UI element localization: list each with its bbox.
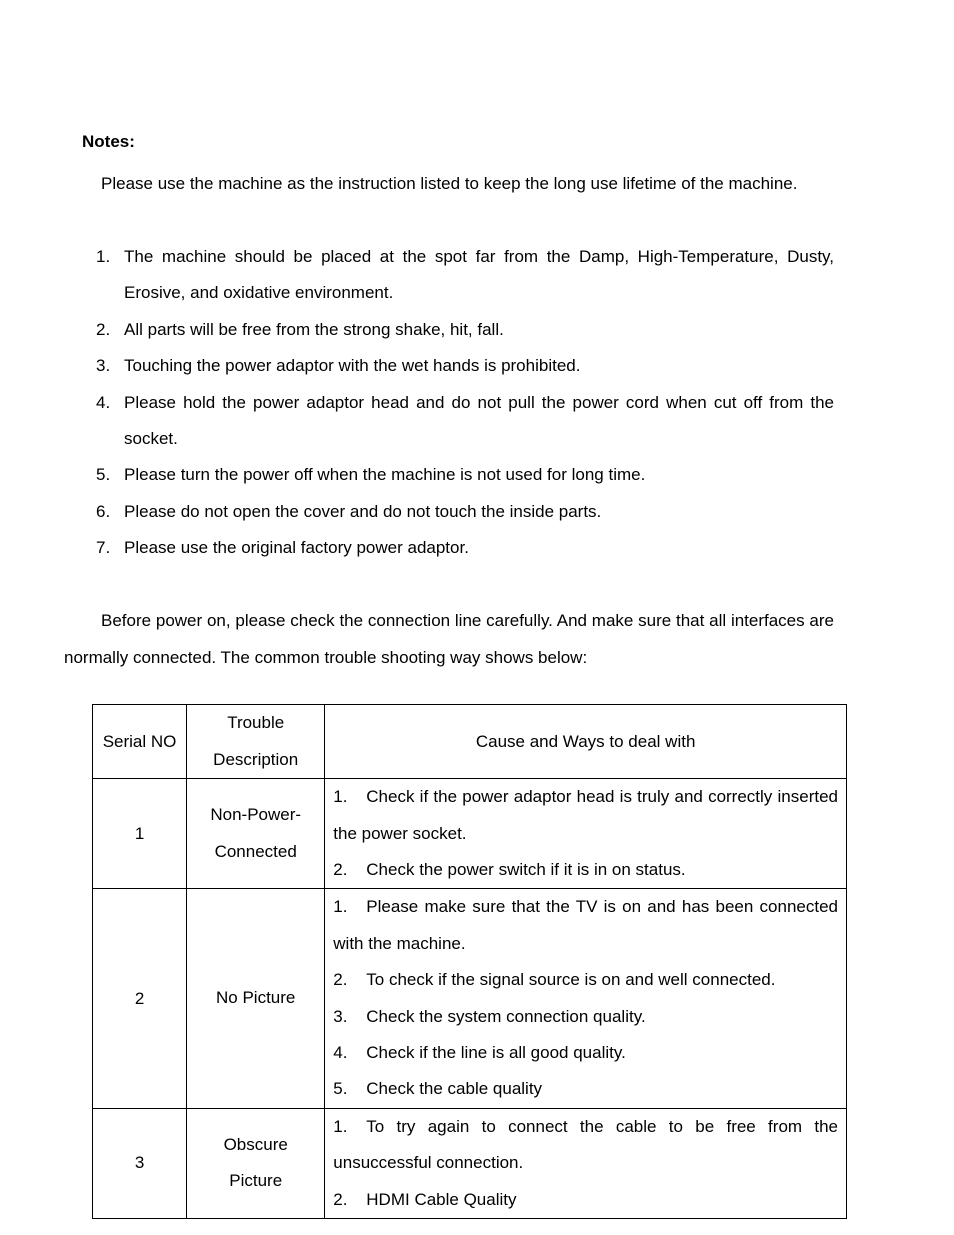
cause-number: 2.: [333, 970, 348, 990]
notes-item-number: 1.: [96, 247, 111, 266]
notes-item-text: Please do not open the cover and do not touch the inside parts.: [124, 501, 602, 521]
notes-item: [96, 312, 834, 348]
cause-text: Check the cable quality: [366, 1079, 543, 1099]
notes-item: [96, 239, 834, 312]
notes-title: Notes:: [82, 132, 135, 151]
troubleshooting-table: [92, 704, 847, 1219]
cause-number: 1.: [333, 1116, 348, 1136]
cause-item: [333, 852, 838, 888]
header-cause: Cause and Ways to deal with: [325, 705, 847, 779]
serial-cell: 1: [93, 779, 187, 889]
cause-text: To try again to connect the cable to be free from the unsuccessful connection.: [333, 1116, 838, 1173]
notes-item-number: 6.: [96, 501, 111, 521]
notes-list: [96, 239, 834, 567]
cause-text: Check the system connection quality.: [366, 1006, 646, 1026]
cause-cell: [325, 779, 847, 889]
cause-item: [333, 962, 838, 998]
notes-item-number: 5.: [96, 465, 111, 485]
cause-number: 5.: [333, 1079, 348, 1099]
header-trouble-line: Description: [213, 749, 299, 769]
trouble-line: No Picture: [216, 988, 296, 1008]
cause-number: 4.: [333, 1043, 348, 1063]
trouble-cell: [187, 889, 325, 1108]
cause-item: [333, 1109, 838, 1182]
cause-item: [333, 1182, 838, 1218]
serial-cell: 3: [93, 1108, 187, 1218]
notes-item-number: 2.: [96, 319, 111, 339]
cause-text: To check if the signal source is on and well connected.: [366, 970, 776, 990]
notes-item-number: 4.: [96, 392, 111, 412]
cause-item: [333, 1071, 838, 1107]
cause-number: 2.: [333, 860, 348, 879]
troubleshooting-intro: Before power on, please check the connection line carefully. And make sure that all interfaces are normally connected. The common trouble shooting way shows below:: [64, 611, 834, 667]
notes-item-text: Touching the power adaptor with the wet hands is prohibited.: [124, 356, 581, 376]
cause-item: [333, 779, 838, 852]
notes-item: [96, 494, 834, 530]
table-row: [93, 1108, 847, 1218]
notes-item-number: 7.: [96, 538, 111, 558]
cause-cell: [325, 889, 847, 1108]
notes-item: [96, 457, 834, 493]
notes-item: [96, 348, 834, 384]
cause-text: Please make sure that the TV is on and has been connected with the machine.: [333, 897, 838, 953]
notes-item-text: All parts will be free from the strong shake, hit, fall.: [124, 319, 504, 339]
cause-text: Check the power switch if it is in on status.: [366, 860, 686, 879]
cause-text: HDMI Cable Quality: [366, 1189, 517, 1209]
cause-number: 3.: [333, 1006, 348, 1026]
header-trouble-description: [187, 705, 325, 779]
trouble-line: Non-Power-: [210, 805, 302, 825]
serial-cell: 2: [93, 889, 187, 1108]
trouble-cell: [187, 1108, 325, 1218]
cause-number: 2.: [333, 1189, 348, 1209]
cause-number: 1.: [333, 787, 348, 807]
notes-intro: Please use the machine as the instruction listed to keep the long use lifetime of the machine.: [101, 174, 798, 193]
cause-item: [333, 999, 838, 1035]
table-row: [93, 889, 847, 1108]
cause-item: [333, 889, 838, 962]
notes-item: [96, 530, 834, 566]
cause-text: Check if the line is all good quality.: [366, 1043, 626, 1063]
notes-item: [96, 385, 834, 458]
notes-item-text: Please hold the power adaptor head and do not pull the power cord when cut off from the socket.: [124, 392, 834, 449]
notes-item-text: Please use the original factory power adaptor.: [124, 538, 469, 558]
trouble-cell: [187, 779, 325, 889]
header-serial-no: Serial NO: [93, 705, 187, 779]
notes-item-text: Please turn the power off when the machine is not used for long time.: [124, 465, 646, 485]
table-row: [93, 779, 847, 889]
trouble-line: Picture: [229, 1171, 283, 1191]
trouble-line: Obscure: [223, 1134, 288, 1154]
notes-item-text: The machine should be placed at the spot far from the Damp, High-Temperature, Dusty, Erosive, and oxidative environment.: [124, 247, 834, 303]
cause-text: Check if the power adaptor head is truly and correctly inserted the power socket.: [333, 787, 838, 843]
header-trouble-line: Trouble: [227, 713, 285, 732]
notes-item-number: 3.: [96, 356, 111, 376]
cause-number: 1.: [333, 897, 348, 917]
trouble-line: Connected: [214, 841, 297, 861]
cause-item: [333, 1035, 838, 1071]
cause-cell: [325, 1108, 847, 1218]
table-header-row: [93, 705, 847, 779]
